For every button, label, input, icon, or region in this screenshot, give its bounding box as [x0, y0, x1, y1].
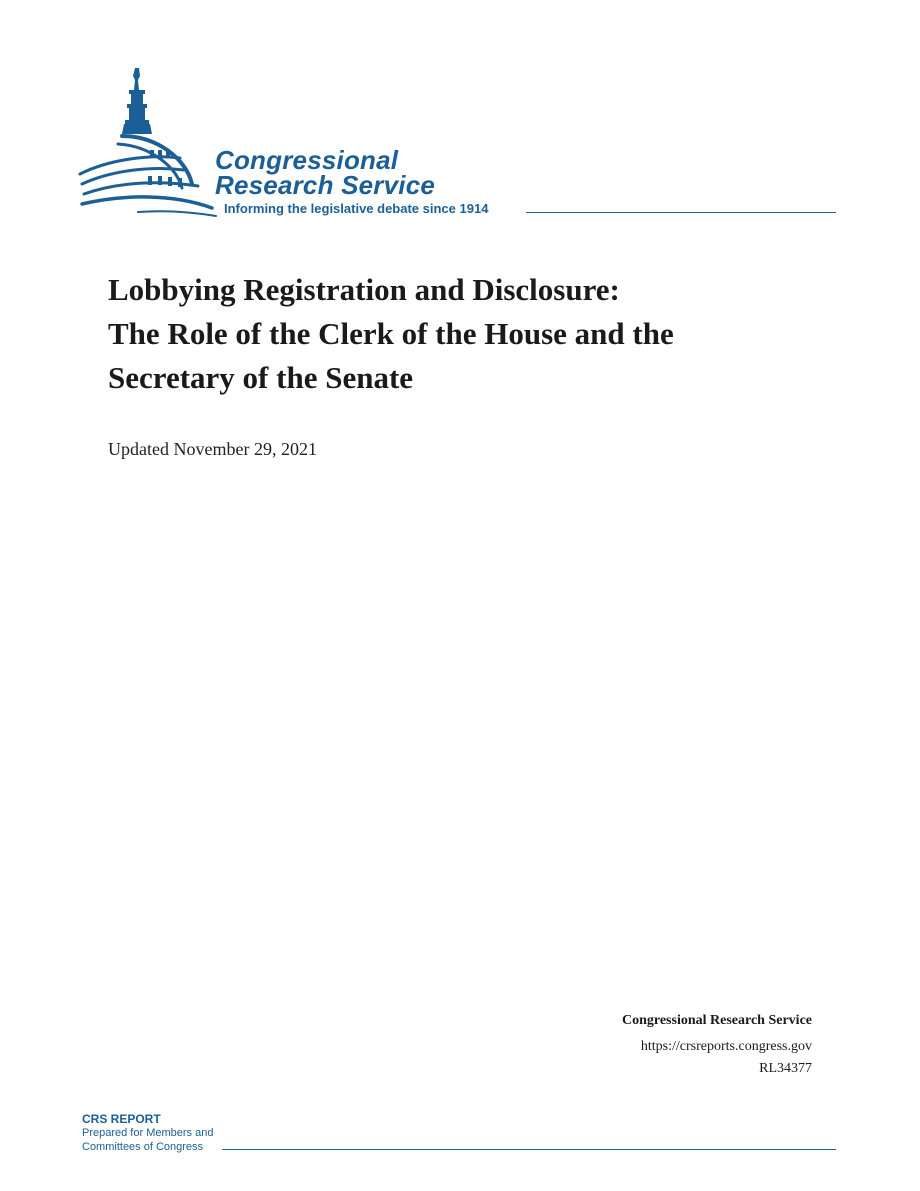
- report-title-line3: Secretary of the Senate: [108, 360, 414, 395]
- brand-tagline: Informing the legislative debate since 1914: [224, 201, 489, 216]
- header-divider: [526, 212, 836, 213]
- report-title: [108, 268, 828, 400]
- brand-name-line1: Congressional: [215, 145, 399, 175]
- report-title-line2: The Role of the Clerk of the House and the: [108, 316, 674, 351]
- report-id: RL34377: [759, 1061, 812, 1076]
- footer-divider: [222, 1149, 836, 1150]
- footer-crs-report-label: CRS REPORT: [82, 1112, 161, 1126]
- publisher-url-link[interactable]: https://crsreports.congress.gov: [640, 1039, 812, 1054]
- capitol-dome-icon: [78, 66, 220, 218]
- report-title-line1: Lobbying Registration and Disclosure:: [108, 272, 620, 307]
- publisher-name: Congressional Research Service: [621, 1013, 812, 1028]
- footer-prepared-for-line2: Committees of Congress: [82, 1141, 204, 1153]
- footer-prepared-for-line1: Prepared for Members and: [82, 1127, 214, 1139]
- brand-name-line2: Research Service: [215, 170, 436, 200]
- updated-date: Updated November 29, 2021: [108, 439, 317, 459]
